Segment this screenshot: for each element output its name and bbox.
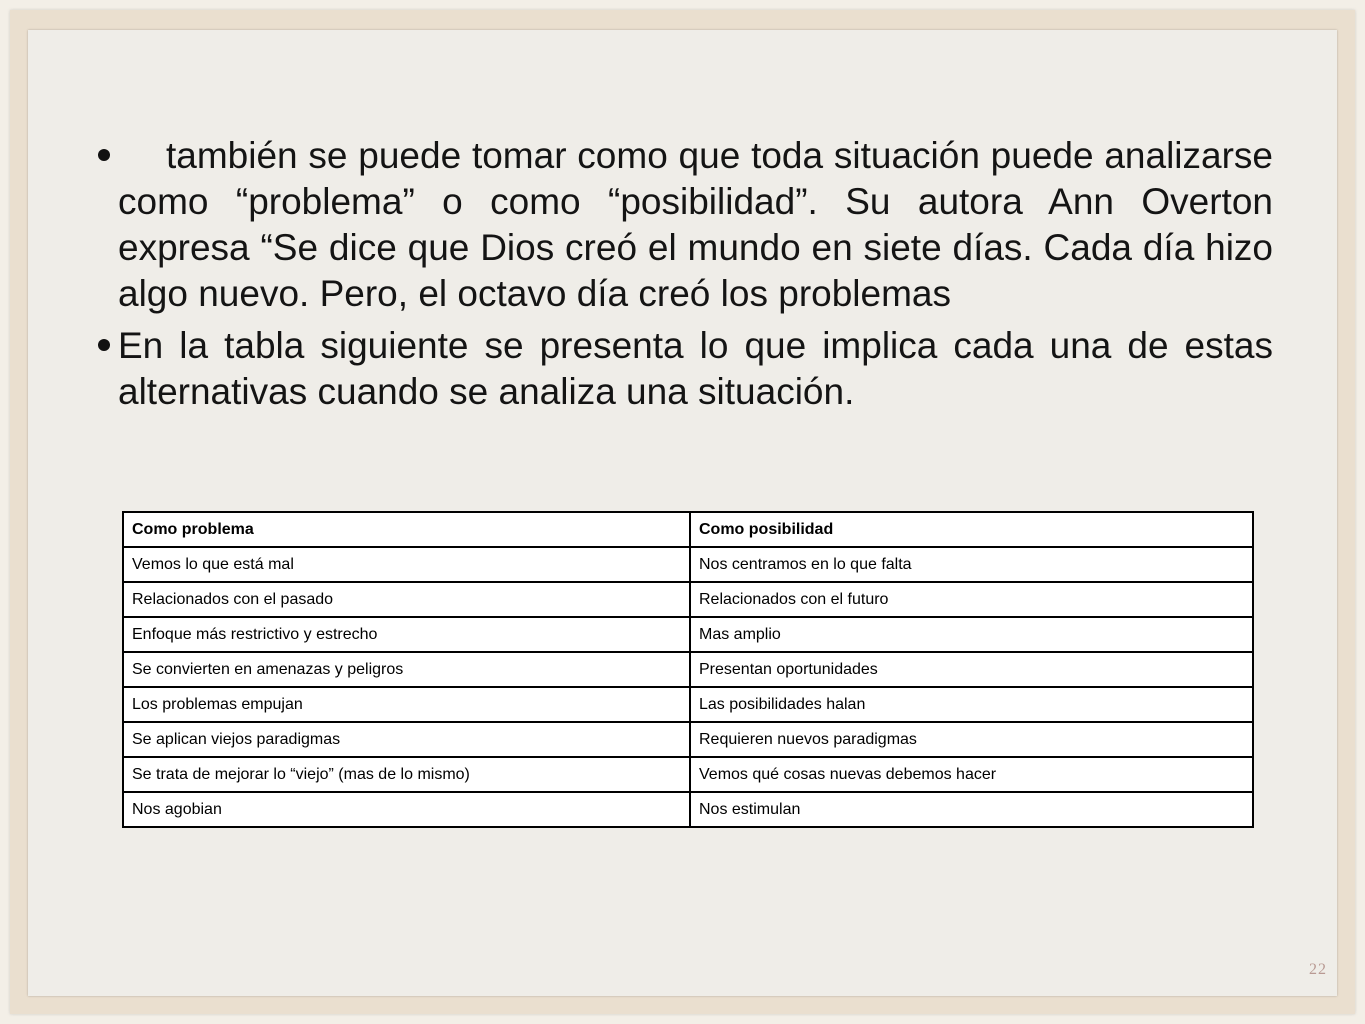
table-cell: Vemos lo que está mal bbox=[123, 547, 690, 582]
table-row bbox=[123, 582, 1253, 617]
table-cell: Los problemas empujan bbox=[123, 687, 690, 722]
table-row bbox=[123, 652, 1253, 687]
bullet-text: también se puede tomar como que toda situación puede analizarse como “problema” o como “posibilidad”. Su autora Ann Overton expresa “Se dice que Dios creó el mundo en siete días. Cada día hizo algo nuevo. Pero, el octavo día creó los problemas bbox=[118, 135, 1273, 314]
table-cell: Nos agobian bbox=[123, 792, 690, 827]
table-row bbox=[123, 792, 1253, 827]
table-cell: Nos centramos en lo que falta bbox=[690, 547, 1253, 582]
table-row bbox=[123, 547, 1253, 582]
table-cell: Se trata de mejorar lo “viejo” (mas de lo mismo) bbox=[123, 757, 690, 792]
table-row bbox=[123, 757, 1253, 792]
table-cell: Las posibilidades halan bbox=[690, 687, 1253, 722]
comparison-table bbox=[122, 511, 1254, 828]
bullet-item bbox=[118, 133, 1273, 317]
table-cell: Se convierten en amenazas y peligros bbox=[123, 652, 690, 687]
bullet-dot-icon bbox=[98, 339, 110, 351]
table-cell: Se aplican viejos paradigmas bbox=[123, 722, 690, 757]
table-row bbox=[123, 687, 1253, 722]
table-header-row bbox=[123, 512, 1253, 547]
table-header-cell: Como posibilidad bbox=[690, 512, 1253, 547]
table-cell: Requieren nuevos paradigmas bbox=[690, 722, 1253, 757]
page-number: 22 bbox=[1309, 961, 1327, 978]
table-cell: Mas amplio bbox=[690, 617, 1253, 652]
bullet-list bbox=[118, 133, 1273, 421]
bullet-dot-icon bbox=[98, 149, 110, 161]
table-cell: Relacionados con el pasado bbox=[123, 582, 690, 617]
table-header-cell: Como problema bbox=[123, 512, 690, 547]
bullet-text: En la tabla siguiente se presenta lo que implica cada una de estas alternativas cuando se analiza una situación. bbox=[118, 325, 1273, 412]
bullet-item bbox=[118, 323, 1273, 415]
table-cell: Relacionados con el futuro bbox=[690, 582, 1253, 617]
table-cell: Nos estimulan bbox=[690, 792, 1253, 827]
table-row bbox=[123, 617, 1253, 652]
table-cell: Vemos qué cosas nuevas debemos hacer bbox=[690, 757, 1253, 792]
table-cell: Enfoque más restrictivo y estrecho bbox=[123, 617, 690, 652]
table-row bbox=[123, 722, 1253, 757]
table-cell: Presentan oportunidades bbox=[690, 652, 1253, 687]
